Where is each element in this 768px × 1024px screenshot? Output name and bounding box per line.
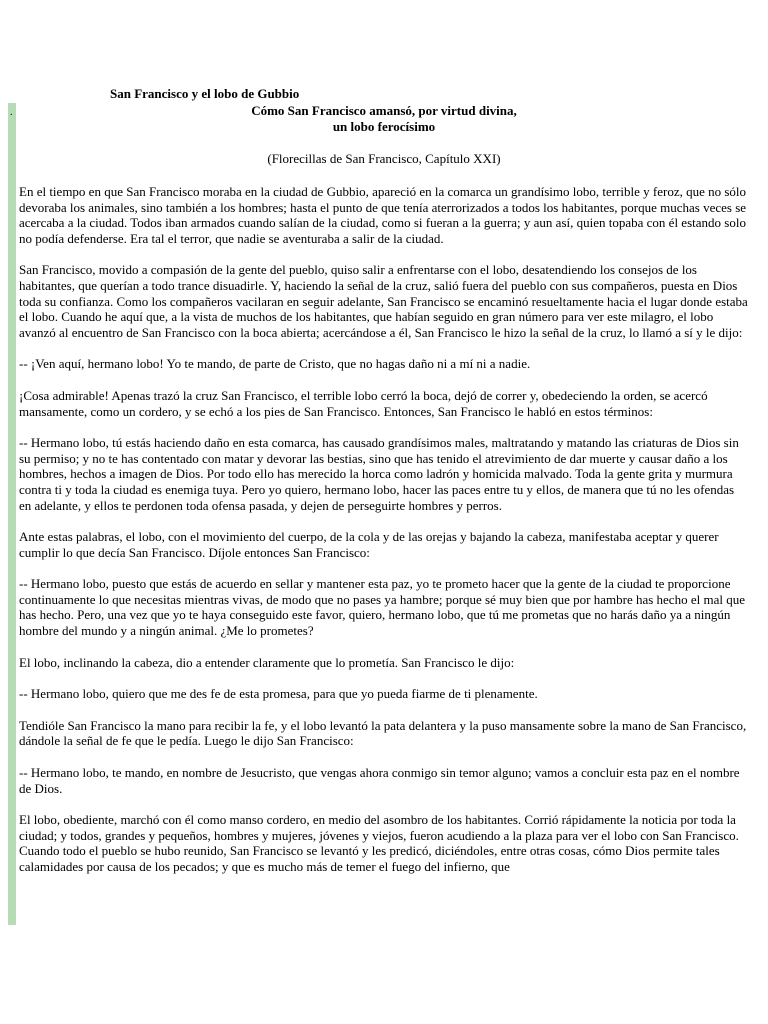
paragraph: -- Hermano lobo, tú estás haciendo daño en esta comarca, has causado grandísimos males, maltratando y matando las criaturas de Dios sin su permiso; y no te has contentado con matar y devorar las bestias, sino que has tenido el atrevimiento de dar muerte y causar daño a los hombres, hechos a imagen de Dios. Por todo ello has merecido la horca como ladrón y homicida malvado. Toda la gente grita y murmura contra ti y toda la ciudad es enemiga tuya. Pero yo quiero, hermano lobo, hacer las paces entre tu y ellos, de manera que tú no les ofendas en adelante, y ellos te perdonen toda ofensa pasada, y dejen de perseguirte hombres y perros.: [19, 435, 739, 513]
margin-bullet: .: [10, 107, 13, 118]
margin-highlight-bar: [8, 103, 16, 925]
paragraph: -- Hermano lobo, quiero que me des fe de esta promesa, para que yo pueda fiarme de ti plenamente.: [19, 686, 538, 702]
paragraph: -- Hermano lobo, puesto que estás de acuerdo en sellar y mantener esta paz, yo te prometo hacer que la gente de la ciudad te proporcione continuamente lo que necesitas mientras vivas, de modo que no pases ya hambre; porque sé muy bien que por hambre has hecho el mal que has hecho. Pero, una vez que yo te haya conseguido este favor, quiero, hermano lobo, que tú me prometas que no harás daño ya a ningún hombre del mundo y a ningún animal. ¿Me lo prometes?: [19, 576, 745, 639]
source-citation: (Florecillas de San Francisco, Capítulo XXI): [267, 151, 501, 166]
paragraph: San Francisco, movido a compasión de la gente del pueblo, quiso salir a enfrentarse con el lobo, desatendiendo los consejos de los habitantes, que querían a todo trance disuadirle. Y, haciendo la señal de la cruz, salió fuera del pueblo con sus compañeros, puesta en Dios toda su confianza. Como los compañeros vacilaran en seguir adelante, San Francisco se encaminó resueltamente hacia el lugar donde estaba el lobo. Cuando he aquí que, a la vista de muchos de los habitantes, que habían seguido en gran número para ver este milagro, el lobo avanzó al encuentro de San Francisco con la boca abierta; acercándose a él, San Francisco le hizo la señal de la cruz, lo llamó a sí y le dijo:: [19, 262, 748, 340]
paragraph: Tendióle San Francisco la mano para recibir la fe, y el lobo levantó la pata delantera y la puso mansamente sobre la mano de San Francisco, dándole la señal de fe que le pedía. Luego le dijo San Francisco:: [19, 717, 747, 749]
paragraph: ¡Cosa admirable! Apenas trazó la cruz San Francisco, el terrible lobo cerró la boca, dejó de correr y, obedeciendo la orden, se acercó mansamente, como un cordero, y se echó a los pies de San Francisco. Entonces, San Francisco le habló en estos términos:: [19, 387, 708, 419]
subtitle-line-2: un lobo ferocísimo: [332, 119, 436, 134]
subtitle-line-1: Cómo San Francisco amansó, por virtud divina,: [251, 103, 517, 118]
paragraph: El lobo, inclinando la cabeza, dio a entender claramente que lo prometía. San Francisco le dijo:: [19, 654, 515, 670]
body-text: [19, 184, 749, 891]
paragraph: -- Hermano lobo, te mando, en nombre de Jesucristo, que vengas ahora conmigo sin temor alguno; vamos a concluir esta paz en el nombre de Dios.: [19, 765, 740, 796]
document-title: San Francisco y el lobo de Gubbio: [110, 86, 300, 101]
paragraph: El lobo, obediente, marchó con él como manso cordero, en medio del asombro de los habitantes. Corrió rápidamente la noticia por toda la ciudad; y todos, grandes y pequeños, hombres y mujeres, jóvenes y viejos, fueron acudiendo a la plaza para ver el lobo con San Francisco. Cuando todo el pueblo se hubo reunido, San Francisco se levantó y les predicó, diciéndoles, entre otras cosas, cómo Dios permite tales calamidades por causa de los pecados; y que es mucho más de temer el fuego del infierno, que: [19, 812, 739, 874]
paragraph: -- ¡Ven aquí, hermano lobo! Yo te mando, de parte de Cristo, que no hagas daño ni a mí ni a nadie.: [19, 356, 531, 372]
paragraph: En el tiempo en que San Francisco moraba en la ciudad de Gubbio, apareció en la comarca un grandísimo lobo, terrible y feroz, que no sólo devoraba los animales, sino también a los hombres; hasta el punto de que tenía aterrorizados a todos los habitantes, porque muchas veces se acercaba a la ciudad. Todos iban armados cuando salían de la ciudad, como si fueran a la guerra; y aun así, quien topaba con él estando solo no podía defenderse. Era tal el terror, que nadie se aventuraba a salir de la ciudad.: [19, 184, 747, 246]
paragraph: Ante estas palabras, el lobo, con el movimiento del cuerpo, de la cola y de las orejas y bajando la cabeza, manifestaba aceptar y querer cumplir lo que decía San Francisco. Díjole entonces San Francisco:: [19, 529, 719, 560]
